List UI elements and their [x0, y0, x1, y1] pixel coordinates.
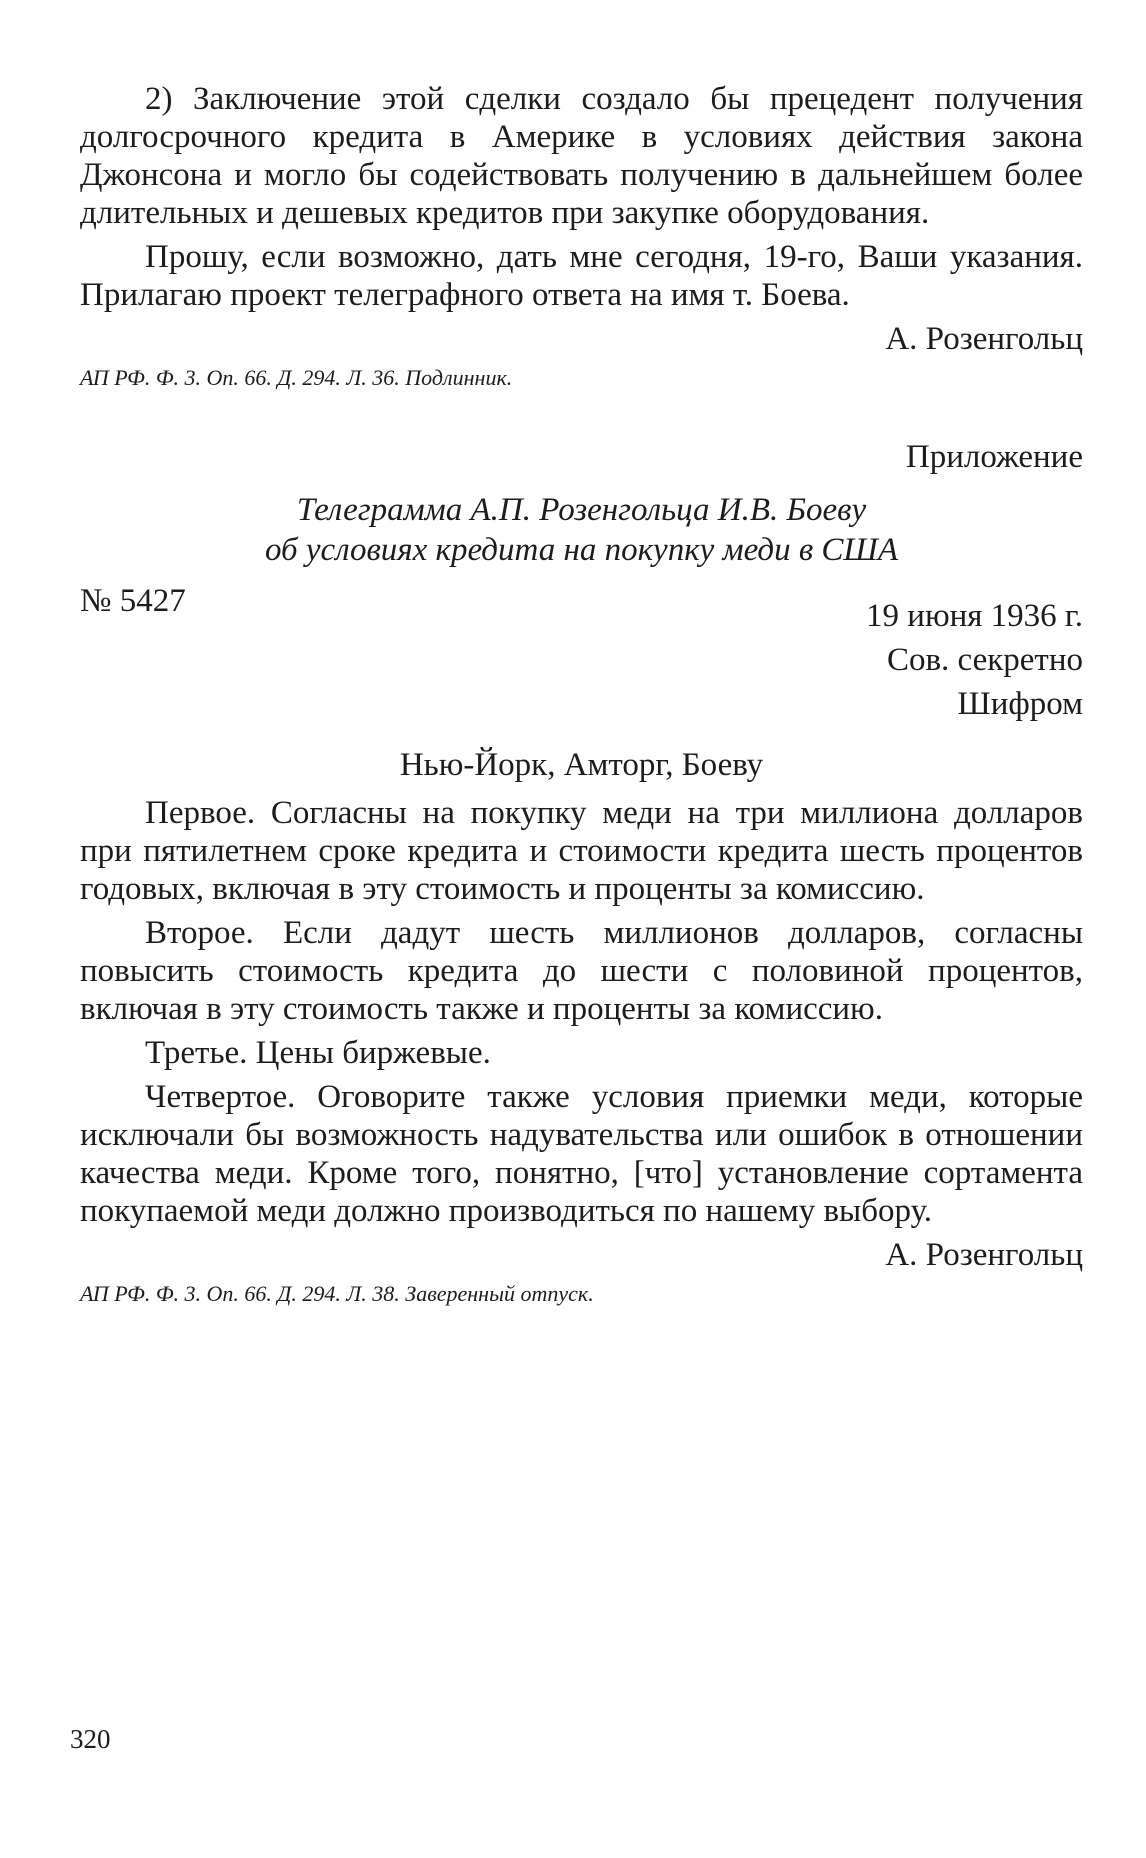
page-number: 320 — [70, 1724, 111, 1754]
telegram-title-line-1: Телеграмма А.П. Розенгольца И.В. Боеву — [296, 492, 867, 528]
paragraph-request: Прошу, если возможно, дать мне сегодня, 19-го, Ваши указания. Прилагаю проект телеграфного ответа на имя т. Боева. — [80, 239, 1083, 313]
document-page — [80, 80, 1083, 1308]
paragraph-fourth: Четвертое. Оговорите также условия приемки меди, которые исключали бы возможность надувательства или ошибок в отношении качества меди. Кроме того, понятно, [что] установление сортамента покупаемой меди должно производиться по нашему выбору. — [80, 1079, 1083, 1229]
transmission-method: Шифром — [957, 686, 1083, 722]
telegram-title-line-2: об условиях кредита на покупку меди в США — [264, 532, 899, 568]
archive-source-1: АП РФ. Ф. 3. Оп. 66. Д. 294. Л. 36. Подлинник. — [80, 365, 513, 390]
signature-rozengolts-1: А. Розенгольц — [885, 321, 1083, 357]
signature-rozengolts-2: А. Розенгольц — [885, 1237, 1083, 1273]
classification: Сов. секретно — [886, 642, 1083, 678]
paragraph-first: Первое. Согласны на покупку меди на три миллиона долларов при пятилетнем сроке кредита и стоимости кредита шесть процентов годовых, включая в эту стоимость и проценты за комиссию. — [80, 795, 1083, 907]
paragraph-third: Третье. Цены биржевые. — [145, 1035, 491, 1071]
telegram-meta-right — [866, 594, 1083, 726]
paragraph-precedent: 2) Заключение этой сделки создало бы прецедент получения долгосрочного кредита в Америке в условиях действия закона Джонсона и могло бы содействовать получению в дальнейшем более длительных и дешевых кредитов при закупке оборудования. — [80, 81, 1083, 231]
appendix-label: Приложение — [905, 439, 1083, 475]
addressee: Нью-Йорк, Амторг, Боеву — [399, 747, 764, 783]
document-date: 19 июня 1936 г. — [866, 598, 1083, 634]
telegram-title — [80, 490, 1083, 570]
telegram-meta — [80, 582, 1083, 732]
paragraph-second: Второе. Если дадут шесть миллионов долларов, согласны повысить стоимость кредита до шести с половиной процентов, включая в эту стоимость также и проценты за комиссию. — [80, 915, 1083, 1027]
document-number: № 5427 — [80, 583, 186, 619]
archive-source-2: АП РФ. Ф. 3. Оп. 66. Д. 294. Л. 38. Заверенный отпуск. — [80, 1281, 594, 1306]
